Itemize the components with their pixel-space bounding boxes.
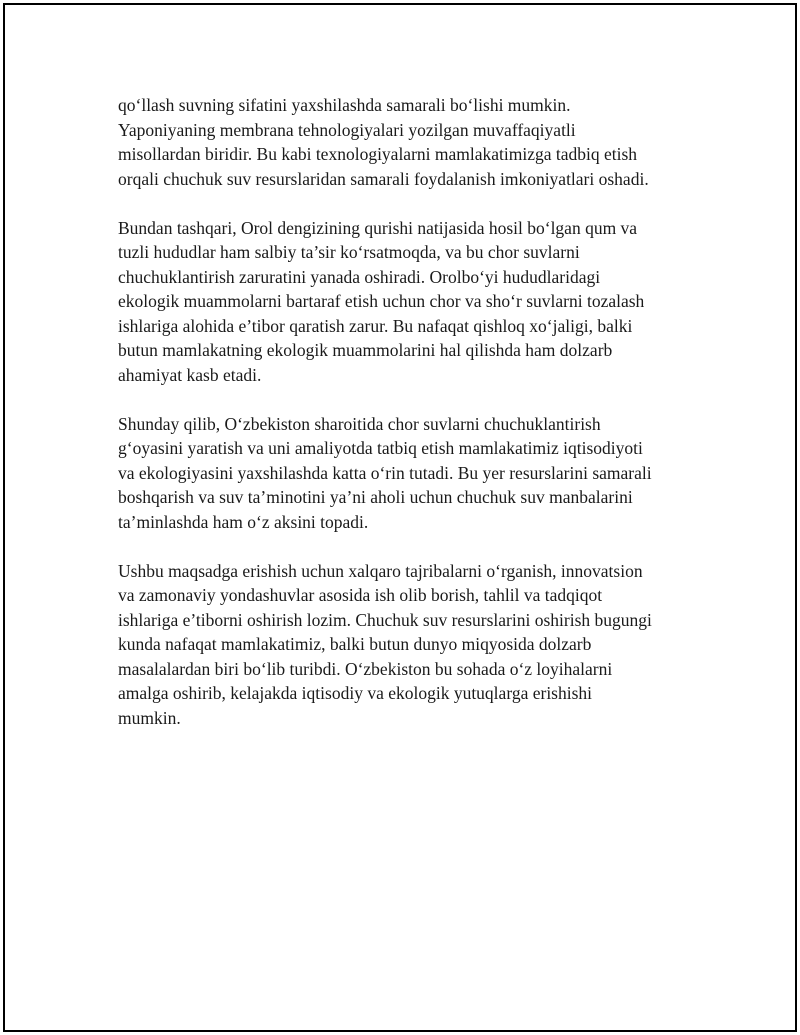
text-line: boshqarish va suv ta’minotini ya’ni aholi uchun chuchuk suv manbalarini: [118, 487, 633, 507]
text-line: ahamiyat kasb etadi.: [118, 364, 262, 385]
text-line: qo‘llash suvning sifatini yaxshilashda samarali bo‘lishi mumkin.: [118, 95, 571, 115]
paragraph-4: [118, 559, 718, 731]
text-line: misollardan biridir. Bu kabi texnologiyalarni mamlakatimizga tadbiq etish: [118, 144, 638, 164]
paragraph-3: [118, 412, 718, 535]
page-frame: [3, 3, 797, 1032]
text-line: butun mamlakatning ekologik muammolarini hal qilishda ham dolzarb: [118, 340, 613, 360]
text-line: chuchuklantirish zaruratini yanada oshiradi. Orolbo‘yi hududlaridagi: [118, 266, 601, 287]
text-line: Shunday qilib, O‘zbekiston sharoitida chor suvlarni chuchuklantirish: [118, 413, 601, 434]
text-line: mumkin.: [118, 707, 181, 728]
text-line: orqali chuchuk suv resurslaridan samarali foydalanish imkoniyatlari oshadi.: [118, 168, 649, 189]
text-line: masalalardan biri bo‘lib turibdi. O‘zbekiston bu sohada o‘z loyihalarni: [118, 658, 613, 679]
text-line: g‘oyasini yaratish va uni amaliyotda tatbiq etish mamlakatimiz iqtisodiyoti: [118, 438, 643, 458]
text-line: Bundan tashqari, Orol dengizining qurishi natijasida hosil bo‘lgan qum va: [118, 217, 638, 238]
text-line: kunda nafaqat mamlakatimiz, balki butun dunyo miqyosida dolzarb: [118, 634, 592, 654]
paragraph-2: [118, 216, 718, 388]
text-line: tuzli hududlar ham salbiy ta’sir ko‘rsatmoqda, va bu chor suvlarni: [118, 242, 580, 262]
text-line: Ushbu maqsadga erishish uchun xalqaro tajribalarni o‘rganish, innovatsion: [118, 560, 643, 581]
text-line: Yaponiyaning membrana tehnologiyalari yozilgan muvaffaqiyatli: [118, 119, 576, 140]
text-line: amalga oshirib, kelajakda iqtisodiy va ekologik yutuqlarga erishishi: [118, 683, 593, 703]
page-body: [118, 93, 718, 755]
paragraph-1: [118, 93, 718, 191]
text-line: va ekologiyasini yaxshilashda katta o‘rin tutadi. Bu yer resurslarini samarali: [118, 462, 652, 483]
text-line: ishlariga e’tiborni oshirish lozim. Chuchuk suv resurslarini oshirish bugungi: [118, 609, 652, 630]
text-line: va zamonaviy yondashuvlar asosida ish olib borish, tahlil va tadqiqot: [118, 585, 603, 605]
text-line: ishlariga alohida e’tibor qaratish zarur. Bu nafaqat qishloq xo‘jaligi, balki: [118, 315, 633, 336]
text-line: ekologik muammolarni bartaraf etish uchun chor va sho‘r suvlarni tozalash: [118, 291, 645, 311]
text-line: ta’minlashda ham o‘z aksini topadi.: [118, 511, 369, 532]
